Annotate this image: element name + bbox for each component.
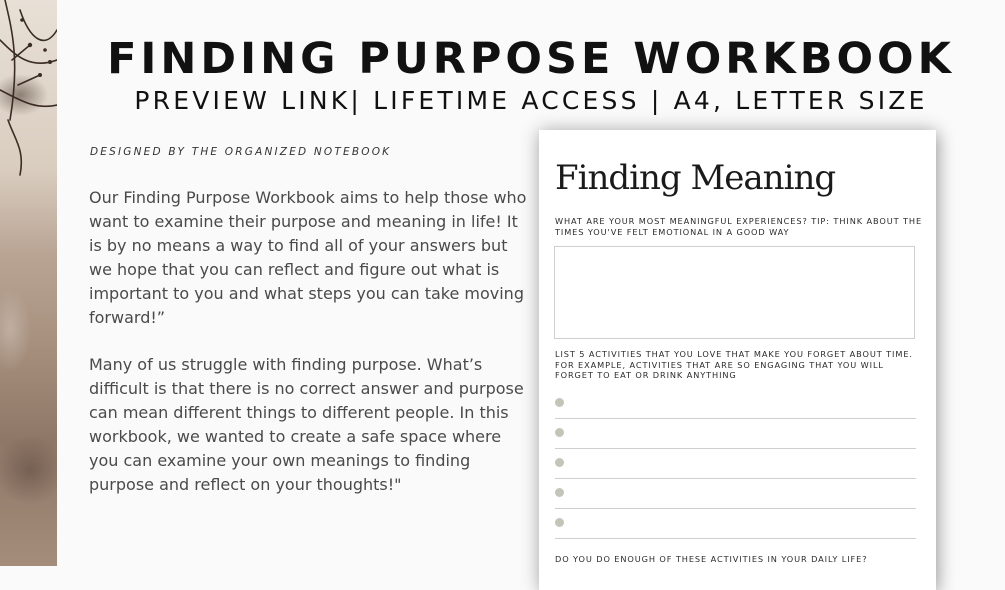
bullet-dot-icon [555, 398, 564, 407]
worksheet-preview [539, 130, 936, 590]
bullet-dot-icon [555, 428, 564, 437]
page-title: FINDING PURPOSE WORKBOOK [107, 34, 955, 84]
worksheet-question-3: DO YOU DO ENOUGH OF THESE ACTIVITIES IN YOUR DAILY LIFE? [555, 554, 868, 564]
designer-credit: DESIGNED BY THE ORGANIZED NOTEBOOK [90, 146, 392, 158]
side-decor-photo [0, 0, 57, 566]
dried-branch-icon [0, 0, 57, 566]
bullet-dot-icon [555, 518, 564, 527]
description-paragraph-1: Our Finding Purpose Workbook aims to help those who want to examine their purpose and meaning in life! It is by no means a way to find all of your answers but we hope that you can reflect and figure out what is important to you and what steps you can take moving forward!” [89, 188, 527, 327]
page-subtitle: PREVIEW LINK| LIFETIME ACCESS | A4, LETTER SIZE [134, 86, 928, 115]
answer-box [554, 246, 915, 339]
bullet-dot-icon [555, 488, 564, 497]
worksheet-title: Finding Meaning [555, 158, 836, 198]
description-paragraph-2: Many of us struggle with finding purpose. What’s difficult is that there is no correct answer and purpose can mean different things to different people. In this workbook, we wanted to create a safe space where you can examine your own meanings to finding purpose and reflect on your thoughts!" [89, 355, 524, 494]
bullet-line [555, 508, 916, 539]
bullet-dot-icon [555, 458, 564, 467]
bullet-line [555, 388, 916, 419]
description-text [89, 186, 534, 497]
bullet-line [555, 418, 916, 449]
worksheet-question-1: WHAT ARE YOUR MOST MEANINGFUL EXPERIENCES? TIP: THINK ABOUT THE TIMES YOU'VE FELT EMOTIONAL IN A GOOD WAY [555, 216, 923, 237]
worksheet-question-2: LIST 5 ACTIVITIES THAT YOU LOVE THAT MAKE YOU FORGET ABOUT TIME. FOR EXAMPLE, ACTIVITIES THAT ARE SO ENGAGING THAT YOU WILL FORGET TO EAT OR DRINK ANYTHING [555, 349, 913, 381]
bullet-line [555, 448, 916, 479]
bullet-line [555, 478, 916, 509]
